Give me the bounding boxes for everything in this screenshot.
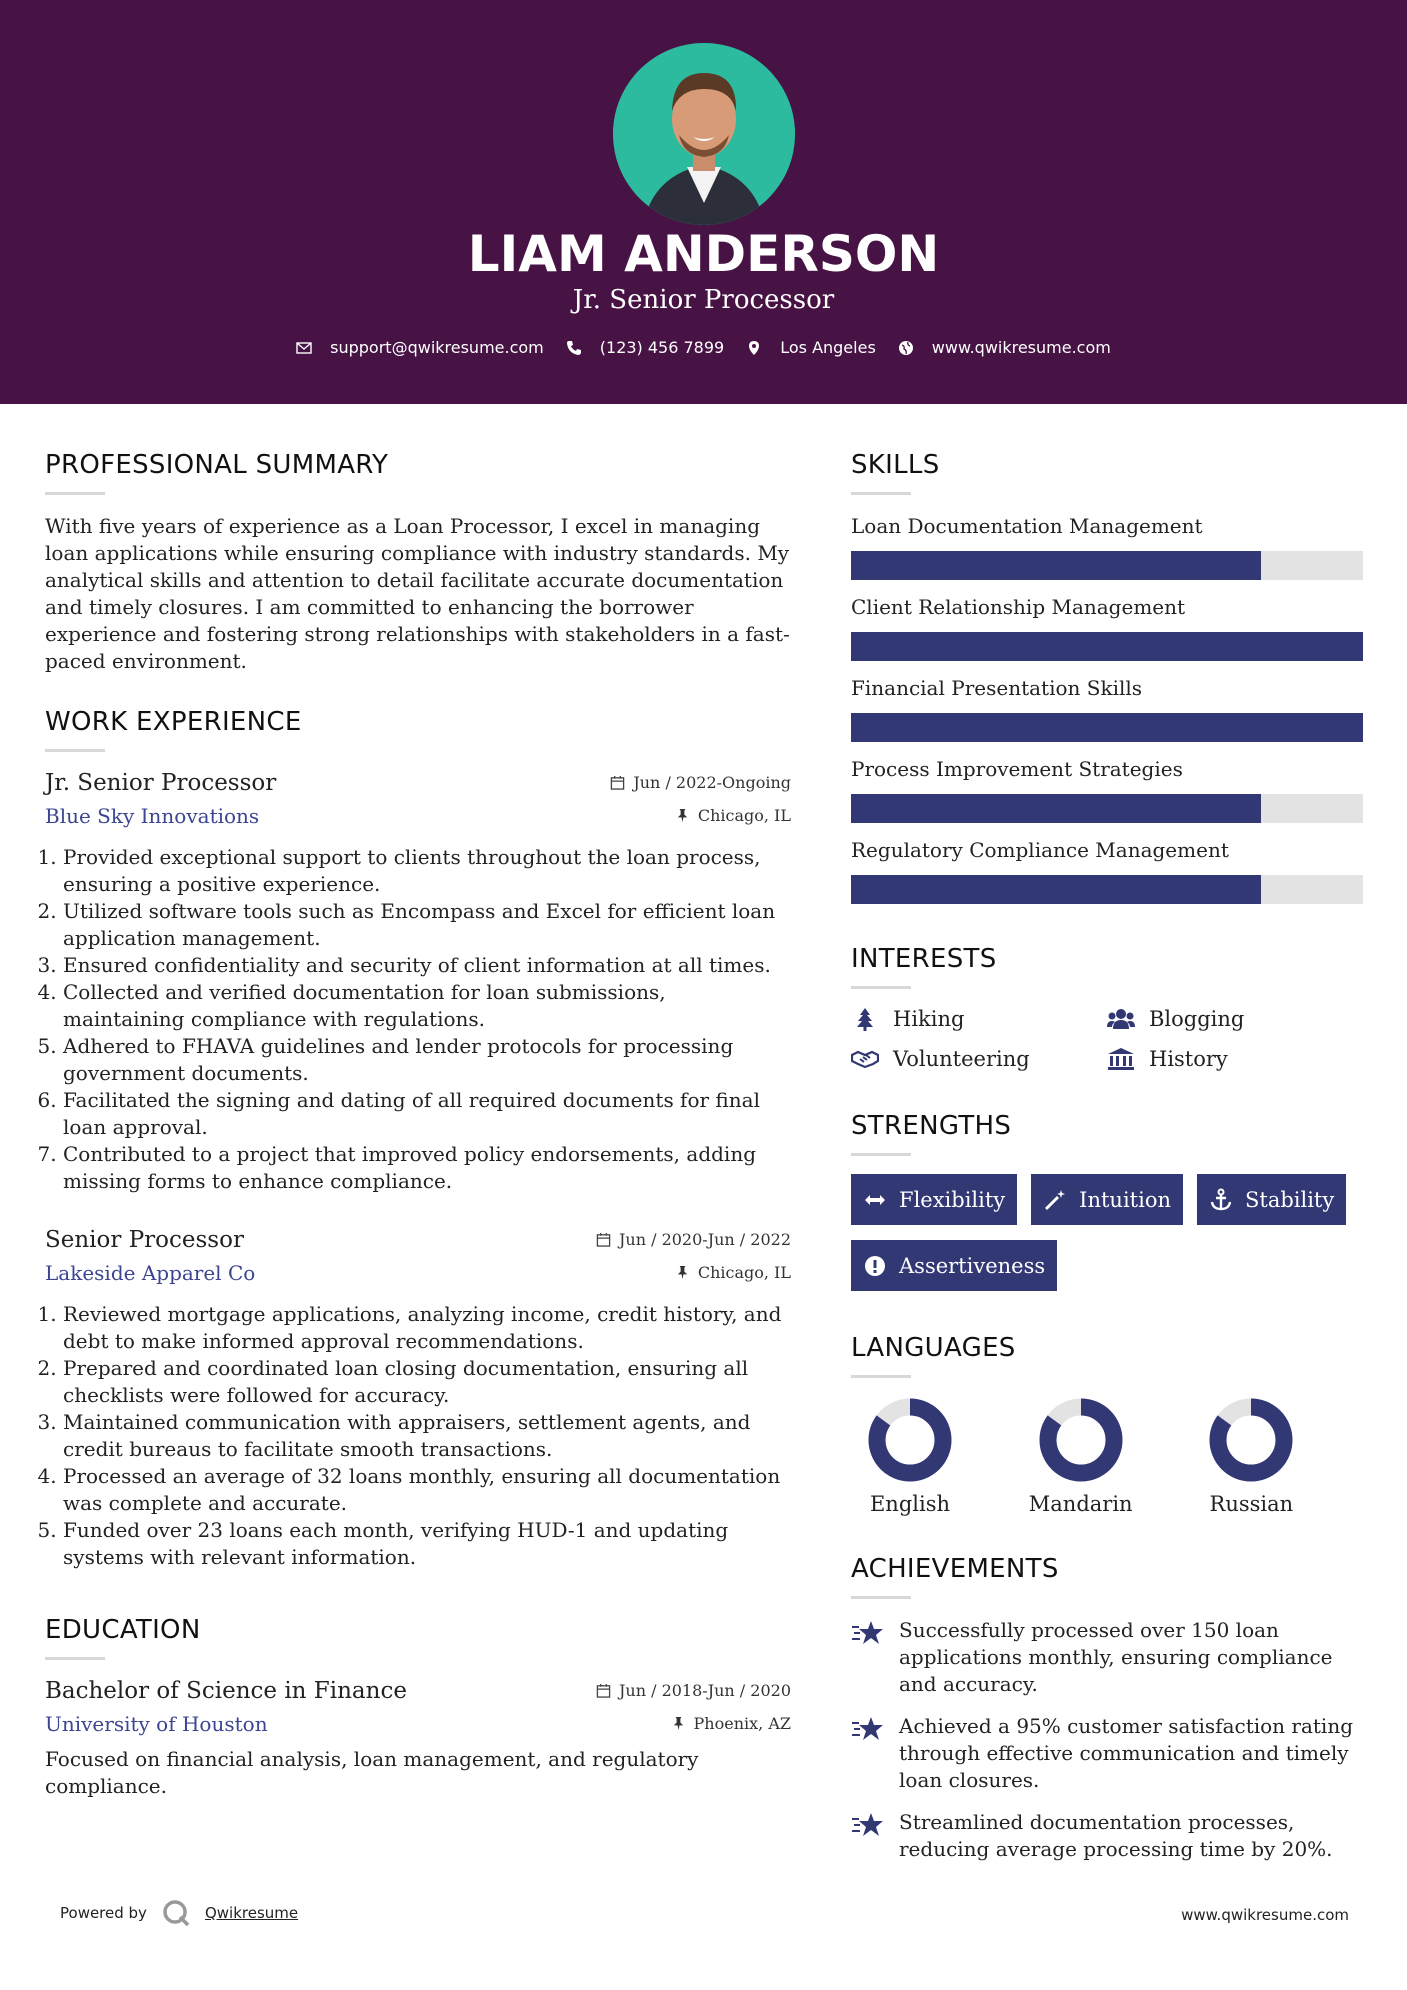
school-name: University of Houston [45,1712,268,1736]
language-name: Russian [1209,1492,1294,1516]
skills-section [851,450,1363,904]
interest-label: History [1149,1047,1228,1071]
education-location [671,1714,791,1733]
footer-powered-by [60,1898,298,1928]
list-item: 3. Ensured confidentiality and security of client information at all times. [63,952,791,979]
strength-label: Intuition [1079,1187,1171,1212]
strengths-list [851,1174,1363,1291]
powered-by-label: Powered by [60,1904,147,1922]
bank-icon [1107,1047,1135,1071]
skill-bar [851,794,1363,823]
skill-item [851,513,1363,580]
candidate-name: LIAM ANDERSON [467,225,940,283]
phone-icon [566,340,582,356]
profile-photo [613,43,795,225]
skill-bar-fill [851,875,1261,904]
section-divider [851,492,911,495]
strength-label: Assertiveness [899,1253,1046,1278]
achievement-item [851,1617,1363,1698]
users-icon [1107,1007,1135,1031]
strength-label: Flexibility [899,1187,1006,1212]
calendar-icon [596,1683,611,1698]
list-item: 6. Facilitated the signing and dating of all required documents for final loan approval. [63,1087,791,1141]
achievement-text: Streamlined documentation processes, reducing average processing time by 20%. [899,1810,1333,1861]
list-item: 5. Adhered to FHAVA guidelines and lender protocols for processing government documents. [63,1033,791,1087]
section-divider [851,1596,911,1599]
list-item: 4. Collected and verified documentation for loan submissions, maintaining compliance with regulations. [63,979,791,1033]
contact-email[interactable] [296,338,544,357]
calendar-icon [596,1232,611,1247]
strengths-heading: STRENGTHS [851,1111,1012,1141]
languages-section [851,1333,1363,1516]
list-item: 2. Prepared and coordinated loan closing documentation, ensuring all checklists were followed for accuracy. [63,1355,791,1409]
map-pin-icon [746,340,762,356]
pin-icon [675,808,690,823]
arrows-h-icon [863,1188,887,1212]
interest-item [851,1047,1107,1071]
job-entry [45,1227,791,1571]
job-dates [596,1230,791,1249]
envelope-icon [296,340,312,356]
skill-item [851,756,1363,823]
strengths-section [851,1111,1363,1291]
job-location [675,806,791,825]
skill-item [851,594,1363,661]
left-column [45,450,791,1800]
skill-name: Loan Documentation Management [851,514,1203,538]
contact-location [746,338,876,357]
education-dates-text: Jun / 2018-Jun / 2020 [618,1681,791,1700]
section-divider [45,1657,105,1660]
interest-item [851,1007,1107,1031]
skills-list [851,513,1363,904]
skill-name: Financial Presentation Skills [851,676,1143,700]
strength-chip [1031,1174,1183,1225]
list-item: 4. Processed an average of 32 loans monthly, ensuring all documentation was complete and accurate. [63,1463,791,1517]
summary-section [45,450,791,675]
contact-location-text: Los Angeles [780,338,876,357]
interest-label: Volunteering [893,1047,1030,1071]
anchor-icon [1209,1188,1233,1212]
pin-icon [675,1265,690,1280]
job-title: Senior Processor [45,1227,244,1253]
achievement-text: Successfully processed over 150 loan applications monthly, ensuring compliance and accuracy. [899,1618,1333,1696]
skill-bar-fill [851,632,1363,661]
language-item [1022,1396,1193,1516]
summary-text: With five years of experience as a Loan Processor, I excel in managing loan applications while ensuring compliance with industry standards. My analytical skills and attention to detail facilitate accurate documentation and timely closures. I am committed to enhancing the borrower experience and fostering strong relationships with stakeholders in a fast-paced environment. [45,514,790,673]
resume-header [0,0,1407,404]
skill-bar [851,875,1363,904]
achievements-heading: ACHIEVEMENTS [851,1554,1059,1584]
list-item: 1. Reviewed mortgage applications, analyzing income, credit history, and debt to make informed approval recommendations. [63,1301,791,1355]
list-item: 2. Utilized software tools such as Encompass and Excel for efficient loan application management. [63,898,791,952]
strength-label: Stability [1245,1187,1335,1212]
strength-chip [851,1240,1057,1291]
job-title: Jr. Senior Processor [45,770,277,796]
star-icon [851,1619,885,1649]
list-item: 7. Contributed to a project that improved policy endorsements, adding missing forms to enhance compliance. [63,1141,791,1195]
skill-bar [851,551,1363,580]
interest-label: Blogging [1149,1007,1245,1031]
contact-phone-text: (123) 456 7899 [599,338,725,357]
section-divider [851,986,911,989]
skill-bar-fill [851,551,1261,580]
interest-item [1107,1007,1363,1031]
section-divider [45,492,105,495]
summary-heading: PROFESSIONAL SUMMARY [45,450,389,480]
list-item: 5. Funded over 23 loans each month, verifying HUD-1 and updating systems with relevant information. [63,1517,791,1571]
star-icon [851,1811,885,1841]
achievement-text: Achieved a 95% customer satisfaction rating through effective communication and timely loan closures. [899,1714,1354,1792]
strength-chip [851,1174,1017,1225]
skill-bar [851,713,1363,742]
education-dates [596,1681,791,1700]
achievement-item [851,1809,1363,1863]
skill-name: Process Improvement Strategies [851,757,1183,781]
strength-chip [1197,1174,1346,1225]
achievements-section [851,1554,1363,1863]
skill-name: Client Relationship Management [851,595,1186,619]
interest-label: Hiking [893,1007,965,1031]
skill-bar [851,632,1363,661]
tree-icon [851,1007,879,1031]
education-location-text: Phoenix, AZ [693,1714,791,1733]
education-heading: EDUCATION [45,1615,201,1645]
contact-website[interactable] [898,338,1111,357]
language-name: Mandarin [1028,1492,1133,1516]
contact-website-text: www.qwikresume.com [931,338,1111,357]
language-item [1192,1396,1363,1516]
job-location-text: Chicago, IL [697,1263,791,1282]
company-name: Lakeside Apparel Co [45,1261,256,1285]
star-icon [851,1715,885,1745]
qwikresume-logo-icon [161,1898,191,1928]
company-name: Blue Sky Innovations [45,804,260,828]
job-location-text: Chicago, IL [697,806,791,825]
interests-heading: INTERESTS [851,944,997,974]
interests-section [851,944,1363,1071]
calendar-icon [610,775,625,790]
job-duties-list [45,844,791,1195]
contact-bar [0,338,1407,357]
candidate-title: Jr. Senior Processor [572,285,835,315]
job-dates-text: Jun / 2020-Jun / 2022 [618,1230,791,1249]
languages-heading: LANGUAGES [851,1333,1016,1363]
education-section [45,1615,791,1800]
degree-title: Bachelor of Science in Finance [45,1678,407,1704]
job-location [675,1263,791,1282]
contact-email-text: support@qwikresume.com [330,338,544,357]
footer-website[interactable]: www.qwikresume.com [1181,1906,1349,1924]
job-dates [610,773,791,792]
interest-item [1107,1047,1363,1071]
language-donut [1037,1396,1125,1484]
right-column [851,450,1363,1878]
language-donut [866,1396,954,1484]
section-divider [851,1375,911,1378]
languages-list [851,1396,1363,1516]
skill-name: Regulatory Compliance Management [851,838,1229,862]
language-item [851,1396,1022,1516]
job-entry [45,770,791,1195]
skills-heading: SKILLS [851,450,940,480]
list-item: 3. Maintained communication with appraisers, settlement agents, and credit bureaus to facilitate smooth transactions. [63,1409,791,1463]
experience-section [45,707,791,1571]
handshake-icon [851,1047,879,1071]
section-divider [45,749,105,752]
qwikresume-link[interactable]: Qwikresume [204,1904,299,1922]
job-duties-list [45,1301,791,1571]
magic-wand-icon [1043,1188,1067,1212]
pin-icon [671,1716,686,1731]
experience-heading: WORK EXPERIENCE [45,707,302,737]
exclamation-circle-icon [863,1254,887,1278]
list-item: 1. Provided exceptional support to clients throughout the loan process, ensuring a positive experience. [63,844,791,898]
globe-icon [898,340,914,356]
skill-bar-fill [851,794,1261,823]
language-donut [1207,1396,1295,1484]
achievement-item [851,1713,1363,1794]
language-name: English [869,1492,951,1516]
section-divider [851,1153,911,1156]
education-description: Focused on financial analysis, loan management, and regulatory compliance. [45,1747,699,1798]
contact-phone[interactable] [566,338,724,357]
skill-bar-fill [851,713,1363,742]
skill-item [851,675,1363,742]
skill-item [851,837,1363,904]
interests-list [851,1007,1363,1071]
job-dates-text: Jun / 2022-Ongoing [633,773,791,792]
